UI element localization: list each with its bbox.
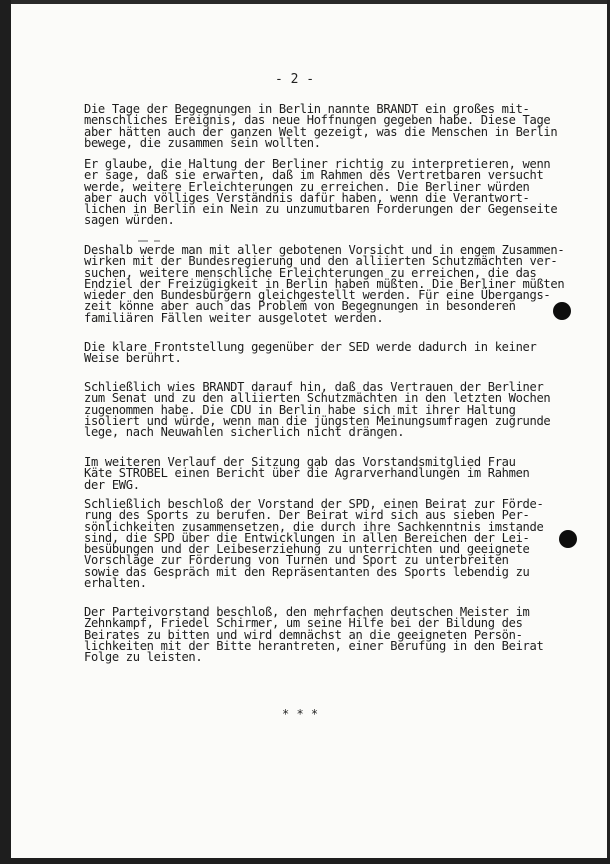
ink-smudge [154, 240, 160, 242]
text-line: werde, weitere Erleichterungen zu erreichen. Die Berliner würden [84, 179, 530, 194]
text-line: aber auch völliges Verständnis dafür haben, wenn die Verantwort- [84, 190, 530, 205]
text-line: Beirates zu bitten und wird demnächst an die geeigneten Persön- [84, 627, 523, 642]
text-line: Die klare Frontstellung gegenüber der SED werde dadurch in keiner [84, 340, 537, 354]
punch-hole [559, 530, 577, 548]
paragraph-trust-cdu [84, 382, 574, 438]
paragraph-strobel-report [84, 457, 574, 491]
text-line: erhalten. [84, 576, 147, 591]
text-line: Folge zu leisten. [84, 650, 203, 665]
text-line: Zehnkampf, Friedel Schirmer, um seine Hilfe bei der Bildung des [84, 616, 523, 631]
punch-hole [553, 302, 571, 320]
text-line: Weise berührt. [84, 351, 182, 366]
text-line: aber hätten auch der ganzen Welt gezeigt, was die Menschen in Berlin [84, 124, 558, 139]
text-line: besübungen und der Leibeserziehung zu unterrichten und geeignete [84, 542, 530, 557]
paragraph-schirmer [84, 607, 574, 663]
text-line: bewege, die zusammen sein wollten. [84, 135, 321, 150]
text-line: rung des Sports zu berufen. Der Beirat wird sich aus sieben Per- [84, 508, 530, 523]
text-line: lichkeiten mit der Bitte herantreten, einer Berufung in den Beirat [84, 638, 544, 653]
text-line: Im weiteren Verlauf der Sitzung gab das Vorstandsmitglied Frau [84, 455, 516, 469]
text-line: zugenommen habe. Die CDU in Berlin habe sich mit ihrer Haltung [84, 402, 516, 417]
paragraph-sports-council [84, 499, 574, 589]
end-asterisks: * * * [282, 707, 319, 721]
text-line: familiären Fällen weiter ausgelotet werden. [84, 310, 384, 325]
text-line: Er glaube, die Haltung der Berliner richtig zu interpretieren, wenn [84, 157, 551, 171]
text-line: Schließlich wies BRANDT darauf hin, daß das Vertrauen der Berliner [84, 380, 544, 394]
text-line: zum Senat und zu den alliierten Schutzmächten in den letzten Wochen [84, 391, 551, 406]
text-line: lichen in Berlin ein Nein zu unzumutbaren Forderungen der Gegenseite [84, 202, 558, 217]
text-line: wirken mit der Bundesregierung und den alliierten Schutzmächten ver- [84, 254, 558, 269]
scan-edge-bottom [0, 858, 610, 864]
text-line: Der Parteivorstand beschloß, den mehrfachen deutschen Meister im [84, 605, 530, 619]
text-line: der EWG. [84, 477, 140, 492]
text-line: sönlichkeiten zusammensetzen, die durch ihre Sachkenntnis imstande [84, 519, 544, 534]
text-line: lege, nach Neuwahlen sicherlich nicht drängen. [84, 425, 405, 440]
paragraph-brandt-berlin-days [84, 104, 574, 149]
text-line: sind, die SPD über die Entwicklungen in allen Bereichen der Lei- [84, 530, 530, 545]
paragraph-berliner-attitude [84, 159, 574, 227]
text-line: suchen, weitere menschliche Erleichterungen zu erreichen, die das [84, 265, 537, 280]
paragraph-sed-front [84, 342, 574, 365]
scan-edge-left [0, 0, 11, 864]
text-line: zeit könne aber auch das Problem von Begegnungen in besonderen [84, 299, 516, 314]
text-line: menschliches Ereignis, das neue Hoffnungen gegeben habe. Diese Tage [84, 113, 551, 128]
text-line: Deshalb werde man mit aller gebotenen Vorsicht und in engem Zusammen- [84, 243, 565, 257]
text-line: Die Tage der Begegnungen in Berlin nannte BRANDT ein großes mit- [84, 102, 530, 116]
ink-smudge [138, 240, 148, 242]
text-line: isoliert und würde, wenn man die jüngsten Meinungsumfragen zugrunde [84, 413, 551, 428]
text-line: sowie das Gespräch mit den Repräsentanten des Sports lebendig zu [84, 564, 530, 579]
text-line: Schließlich beschloß der Vorstand der SPD, einen Beirat zur Förde- [84, 497, 544, 511]
paragraph-relief-efforts [84, 245, 574, 324]
text-line: Endziel der Freizügigkeit in Berlin haben müßten. Die Berliner müßten [84, 276, 565, 291]
text-line: Vorschläge zur Förderung von Turnen und Sport zu unterbreiten [84, 553, 509, 568]
text-line: sagen würden. [84, 213, 175, 228]
text-line: wieder den Bundesbürgern gleichgestellt werden. Für eine Übergangs- [84, 288, 551, 303]
text-line: er sage, daß sie erwarten, daß im Rahmen des Vertretbaren versucht [84, 168, 544, 183]
scan-edge-top [0, 0, 610, 4]
text-line: Käte STROBEL einen Bericht über die Agrarverhandlungen im Rahmen [84, 466, 530, 481]
page-number: - 2 - [275, 72, 315, 87]
